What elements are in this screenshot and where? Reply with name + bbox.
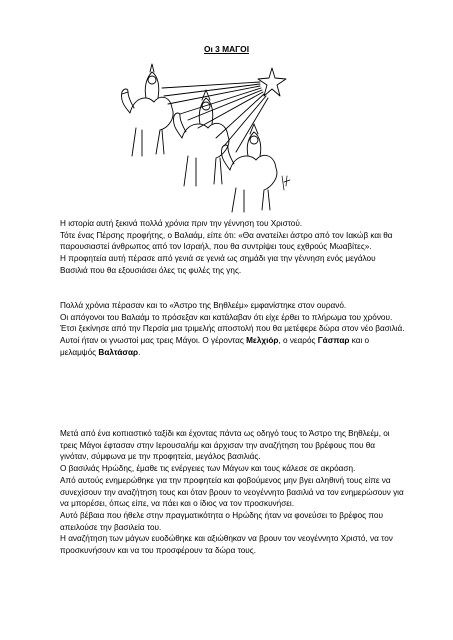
text-line: Οι απόγονοι του Βαλαάμ το πρόσεξαν και κατάλαβαν ότι είχε έρθει το πλήρωμα του χρόνου. bbox=[60, 312, 393, 322]
text-line: Η προφητεία αυτή πέρασε από γενιά σε γενιά ως σημάδι για την γέννηση ενός μεγάλου Βασιλιά που θα εξουσιάσει όλες τις φυλές της γης. bbox=[60, 254, 376, 275]
magus-melchior bbox=[145, 64, 159, 98]
paragraph-star bbox=[60, 300, 405, 359]
text-line: Η ιστορία αυτή ξεκινά πολλά χρόνια πριν την γέννηση του Χριστού. bbox=[60, 219, 303, 228]
name-melchior: Μελχιόρ bbox=[246, 336, 279, 346]
camel-left bbox=[121, 89, 173, 156]
text-line: Έτσι ξεκίνησε από την Περσία μια τριμελής αποστολή που θα μετέφερε δώρα στον νέο βασιλιά. bbox=[60, 324, 405, 334]
three-magi-illustration bbox=[112, 58, 302, 218]
page-title: Οι 3 ΜΑΓΟΙ bbox=[203, 44, 250, 54]
name-gaspar: Γάσπαρ bbox=[317, 336, 350, 346]
name-baltasar: Βαλτάσαρ bbox=[98, 347, 139, 357]
text-line: Ο βασιλιάς Ηρώδης, έμαθε τις ενέργειες των Μάγων και τους κάλεσε σε ακρόαση. bbox=[60, 464, 356, 474]
text-segment: Αυτοί ήταν οι γνωστοί μας τρεις Μάγοι. Ο γέροντας bbox=[60, 336, 247, 346]
text-segment: και ο μελαμψός bbox=[60, 336, 370, 357]
star-of-bethlehem-icon bbox=[162, 68, 286, 152]
paragraph-journey bbox=[60, 428, 405, 557]
text-line: Τότε ένας Πέρσης προφήτης, ο Βαλαάμ, είπε ότι: «Θα ανατείλει άστρο από τον Ιακώβ και θα παρουσιαστεί άνθρωπος από τον Ισραήλ, που θα συντρίψει τους εχθρούς Μωαβίτες». bbox=[60, 230, 393, 252]
artist-signature bbox=[282, 176, 290, 190]
text-segment: , ο νεαρός bbox=[278, 336, 318, 346]
text-segment: . bbox=[138, 347, 141, 357]
paragraph-intro bbox=[60, 218, 405, 277]
text-line-magi-names bbox=[60, 335, 405, 358]
text-line: Από αυτούς ενημερώθηκε για την προφητεία και φοβούμενος μην βγει αληθινή τους είπε να συνεχίσουν την αναζήτηση τους και όταν βρουν το νεογέννητο βασιλιά να τον ενημερώσουν για να μπορέσει, όπως είπε, να πάει και ο ίδιος να τον προσκυνήσει. bbox=[60, 475, 404, 509]
text-line: Η αναζήτηση των μάγων ευοδώθηκε και αξιώθηκαν να βρουν τον νεογέννητο Χριστό, να τον προσκυνήσουν και να του προσφέρουν τα δώρα τους. bbox=[60, 534, 393, 556]
text-line: Πολλά χρόνια πέρασαν και το «Άστρο της Βηθλεέμ» εμφανίστηκε στον ουρανό. bbox=[60, 301, 347, 310]
text-line: Αυτό βέβαια που ήθελε στην πραγματικότητα ο Ηρώδης ήταν να φονεύσει το βρέφος που απειλούσε την βασιλεία του. bbox=[60, 510, 383, 532]
camel-right bbox=[221, 145, 276, 212]
text-line: Μετά από ένα κοπιαστικό ταξίδι και έχοντας πάντα ως οδηγό τους το Άστρο της Βηθλεέμ, οι τρεις Μάγοι έφτασαν στην Ιερουσαλήμ και άρχισαν την αναζήτηση του βρέφους που θα γινόταν, σύμφωνα με την προφητεία, μεγάλος βασιλιάς. bbox=[60, 429, 390, 462]
camel-middle bbox=[173, 113, 228, 186]
